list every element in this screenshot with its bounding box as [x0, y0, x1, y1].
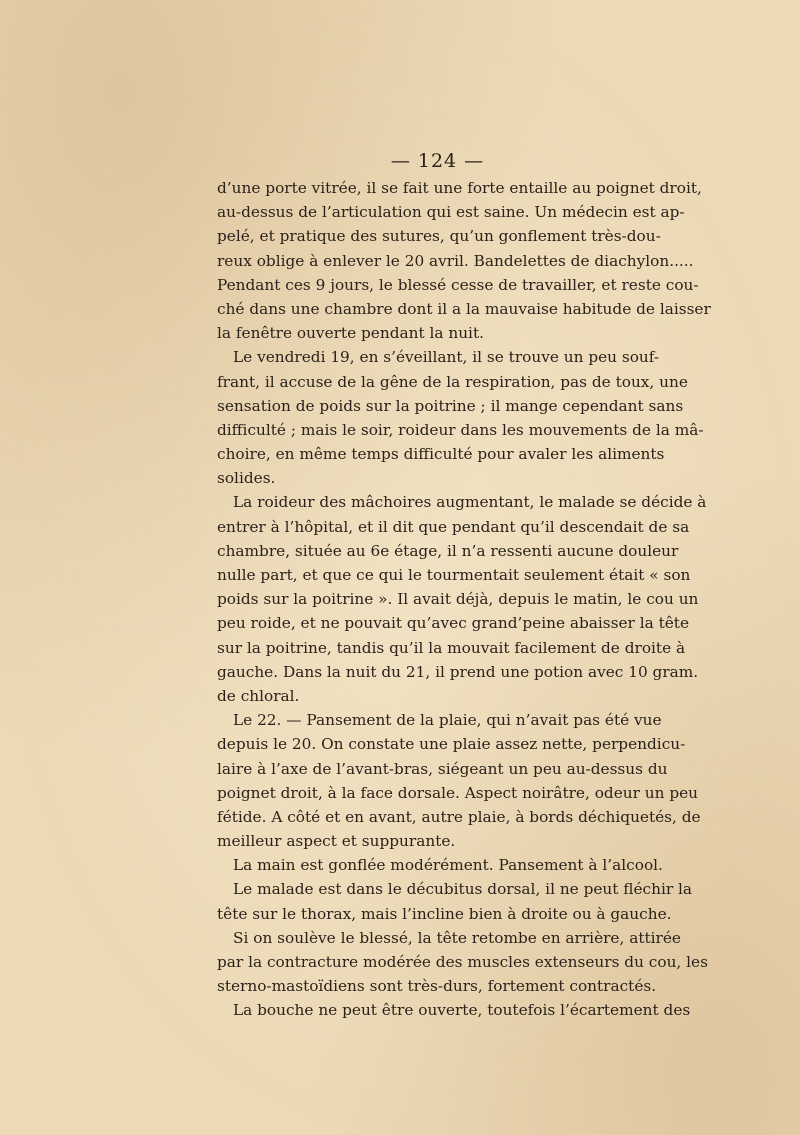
- text-line: La bouche ne peut être ouverte, toutefois l’écartement des: [233, 1001, 691, 1020]
- text-line: nulle part, et que ce qui le tourmentait seulement était « son: [217, 566, 691, 584]
- text-line: ché dans une chambre dont il a la mauvaise habitude de laisser: [217, 299, 711, 318]
- text-line: entrer à l’hôpital, et il dit que pendant qu’il descendait de sa: [217, 517, 690, 536]
- text-line: tête sur le thorax, mais l’incline bien à droite ou à gauche.: [217, 904, 672, 923]
- text-line: meilleur aspect et suppurante.: [217, 832, 456, 851]
- text-line: pelé, et pratique des sutures, qu’un gonflement très-dou-: [217, 227, 661, 246]
- text-line: fétide. A côté et en avant, autre plaie, à bords déchiquetés, de: [217, 807, 701, 826]
- paragraph: [217, 998, 691, 1022]
- text-line: Si on soulève le blessé, la tête retombe en arrière, attirée: [233, 928, 681, 947]
- text-line: d’une porte vitrée, il se fait une forte entaille au poignet droit,: [217, 179, 702, 197]
- text-line: sterno-mastoïdiens sont très-durs, fortement contractés.: [217, 977, 657, 996]
- text-line: Le vendredi 19, en s’éveillant, il se trouve un peu souf-: [233, 348, 660, 367]
- text-line: solides.: [217, 469, 276, 488]
- text-line: au-dessus de l’articulation qui est saine. Un médecin est ap-: [217, 203, 685, 222]
- text-line: La main est gonflée modérément. Pansement à l’alcool.: [233, 856, 663, 875]
- text-line: de chloral.: [217, 686, 300, 705]
- text-line: poids sur la poitrine ». Il avait déjà, depuis le matin, le cou un: [217, 590, 699, 609]
- text-line: difficulté ; mais le soir, roideur dans les mouvements de la mâ-: [217, 420, 704, 439]
- text-line: choire, en même temps difficulté pour avaler les aliments: [217, 445, 665, 464]
- text-line: la fenêtre ouverte pendant la nuit.: [217, 324, 484, 343]
- text-line: Le malade est dans le décubitus dorsal, il ne peut fléchir la: [233, 880, 693, 899]
- paragraph: [217, 490, 707, 708]
- paragraph: [217, 345, 704, 490]
- body-text: [217, 176, 711, 1023]
- text-line: frant, il accuse de la gêne de la respiration, pas de toux, une: [217, 372, 688, 391]
- text-line: par la contracture modérée des muscles extenseurs du cou, les: [217, 953, 708, 971]
- text-line: gauche. Dans la nuit du 21, il prend une potion avec 10 gram.: [217, 662, 699, 681]
- text-line: poignet droit, à la face dorsale. Aspect noirâtre, odeur un peu: [217, 783, 699, 802]
- text-line: Le 22. — Pansement de la plaie, qui n’avait pas été vue: [233, 711, 662, 730]
- text-line: laire à l’axe de l’avant-bras, siégeant un peu au-dessus du: [217, 759, 668, 778]
- page-number: — 124 —: [390, 150, 485, 172]
- text-line: depuis le 20. On constate une plaie assez nette, perpendicu-: [217, 735, 686, 754]
- text-line: La roideur des mâchoires augmentant, le malade se décide à: [233, 493, 707, 512]
- text-line: sensation de poids sur la poitrine ; il mange cependant sans: [217, 396, 684, 415]
- paragraph: [217, 853, 663, 877]
- paragraph: [217, 708, 701, 853]
- text-line: peu roide, et ne pouvait qu’avec grand’peine abaisser la tête: [217, 614, 690, 633]
- text-line: Pendant ces 9 jours, le blessé cesse de travailler, et reste cou-: [217, 275, 699, 294]
- text-line: reux oblige à enlever le 20 avril. Bandelettes de diachylon.....: [217, 251, 694, 270]
- text-line: sur la poitrine, tandis qu’il la mouvait facilement de droite à: [217, 638, 686, 657]
- paragraph: [217, 926, 708, 999]
- paragraph: [217, 176, 711, 345]
- text-line: chambre, située au 6e étage, il n’a ressenti aucune douleur: [217, 541, 679, 560]
- paragraph: [217, 877, 693, 925]
